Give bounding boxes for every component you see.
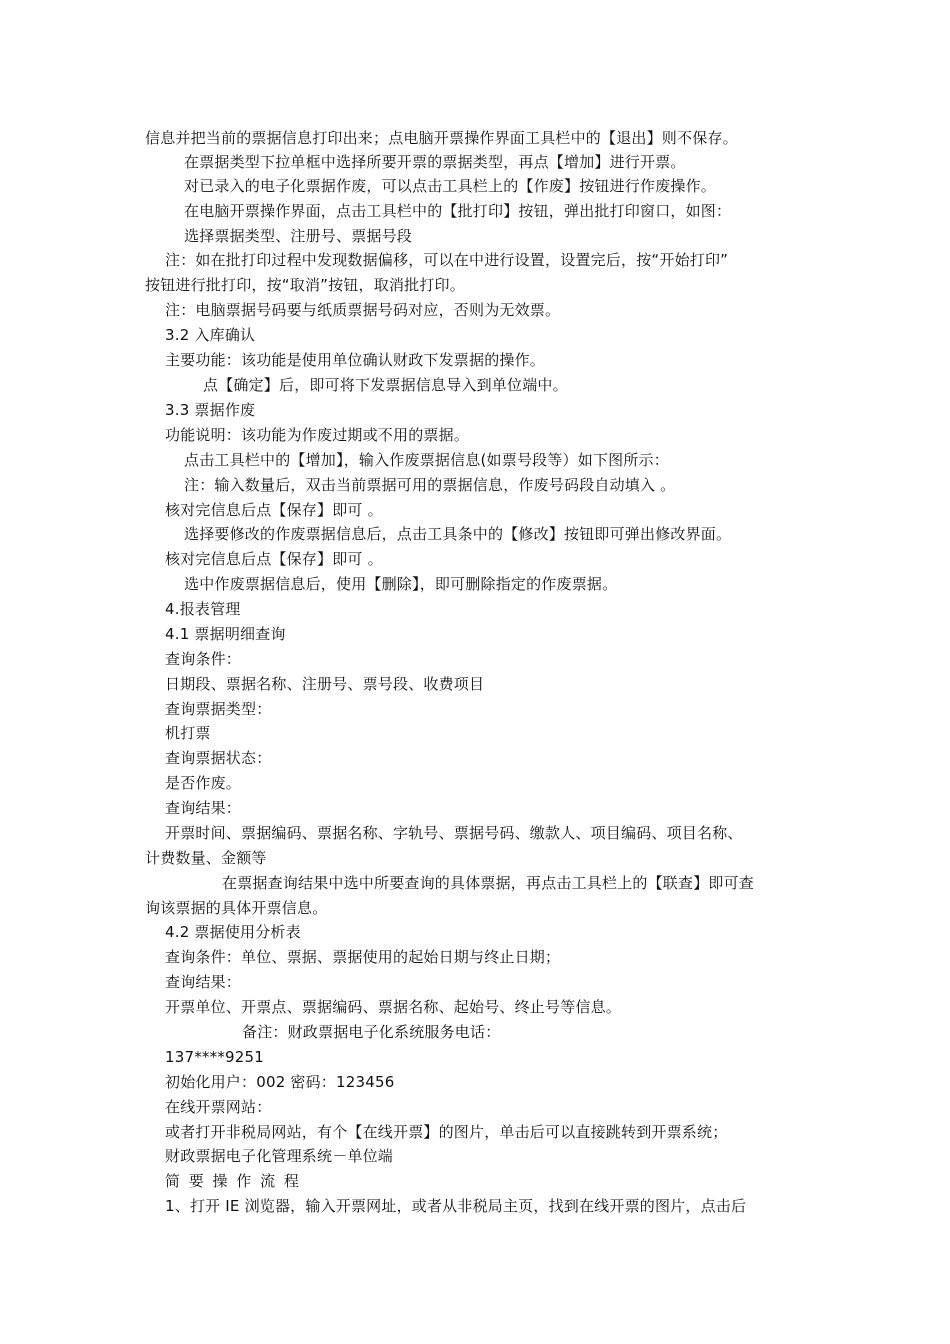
text-line: 在票据类型下拉单框中选择所要开票的票据类型，再点【增加】进行开票。 <box>184 153 686 171</box>
text-line: 查询结果： <box>165 973 242 991</box>
text-line: 选择要修改的作废票据信息后，点击工具条中的【修改】按钮即可弹出修改界面。 <box>184 525 732 543</box>
text-line: 在线开票网站： <box>165 1098 272 1116</box>
text-line: 查询票据类型： <box>165 700 272 718</box>
text-line: 开票单位、开票点、票据编码、票据名称、起始号、终止号等信息。 <box>165 998 622 1016</box>
text-line: 点【确定】后，即可将下发票据信息导入到单位端中。 <box>203 376 568 394</box>
phone-number: 137****9251 <box>165 1048 265 1066</box>
text-line: 计费数量、金额等 <box>145 849 267 867</box>
text-line: 注：输入数量后，双击当前票据可用的票据信息，作废号码段自动填入 。 <box>184 476 676 494</box>
text-line: 点击工具栏中的【增加】，输入作废票据信息(如票号段等）如下图所示： <box>184 451 669 469</box>
text-line: 在票据查询结果中选中所要查询的具体票据，再点击工具栏上的【联查】即可查 <box>222 874 755 892</box>
text-line: 1、打开 IE 浏览器，输入开票网址，或者从非税局主页，找到在线开票的图片，点击后 <box>165 1197 747 1215</box>
text-line: 财政票据电子化管理系统－单位端 <box>165 1147 394 1165</box>
text-line: 备注：财政票据电子化系统服务电话： <box>242 1023 501 1041</box>
section-heading: 4.2 票据使用分析表 <box>165 923 301 941</box>
text-line: 信息并把当前的票据信息打印出来；点电脑开票操作界面工具栏中的【退出】则不保存。 <box>145 129 738 147</box>
text-line: 主要功能：该功能是使用单位确认财政下发票据的操作。 <box>165 351 546 369</box>
text-line: 选择票据类型、注册号、票据号段 <box>184 227 413 245</box>
text-line: 询该票据的具体开票信息。 <box>145 899 328 917</box>
text-line: 核对完信息后点【保存】即可 。 <box>165 501 383 519</box>
text-line: 查询结果： <box>165 799 242 817</box>
text-line: 核对完信息后点【保存】即可 。 <box>165 550 383 568</box>
text-line: 注：电脑票据号码要与纸质票据号码对应，否则为无效票。 <box>165 301 561 319</box>
section-heading: 4.1 票据明细查询 <box>165 625 286 643</box>
text-line: 按钮进行批打印，按“取消”按钮，取消批打印。 <box>145 276 465 294</box>
section-heading: 3.2 入库确认 <box>165 326 256 344</box>
text-line: 是否作废。 <box>165 774 242 792</box>
text-line: 功能说明：该功能为作废过期或不用的票据。 <box>165 426 470 444</box>
text-line: 机打票 <box>165 724 211 742</box>
text-line: 选中作废票据信息后，使用【删除】，即可删除指定的作废票据。 <box>184 575 618 593</box>
text-line: 查询条件：单位、票据、票据使用的起始日期与终止日期； <box>165 948 561 966</box>
text-line: 查询条件： <box>165 650 242 668</box>
text-line: 日期段、票据名称、注册号、票号段、收费项目 <box>165 675 485 693</box>
text-line: 在电脑开票操作界面，点击工具栏中的【批打印】按钮，弹出批打印窗口，如图： <box>184 202 732 220</box>
section-heading: 3.3 票据作废 <box>165 401 256 419</box>
text-line: 对已录入的电子化票据作废，可以点击工具栏上的【作废】按钮进行作废操作。 <box>184 177 717 195</box>
text-line: 查询票据状态： <box>165 749 272 767</box>
section-heading: 简 要 操 作 流 程 <box>165 1172 301 1190</box>
text-line: 开票时间、票据编码、票据名称、字轨号、票据号码、缴款人、项目编码、项目名称、 <box>165 824 743 842</box>
section-heading: 4.报表管理 <box>165 600 241 618</box>
text-line: 注：如在批打印过程中发现数据偏移，可以在中进行设置，设置完后，按“开始打印” <box>165 251 729 269</box>
text-line: 初始化用户：002 密码：123456 <box>165 1073 395 1091</box>
text-line: 或者打开非税局网站，有个【在线开票】的图片，单击后可以直接跳转到开票系统； <box>165 1123 728 1141</box>
